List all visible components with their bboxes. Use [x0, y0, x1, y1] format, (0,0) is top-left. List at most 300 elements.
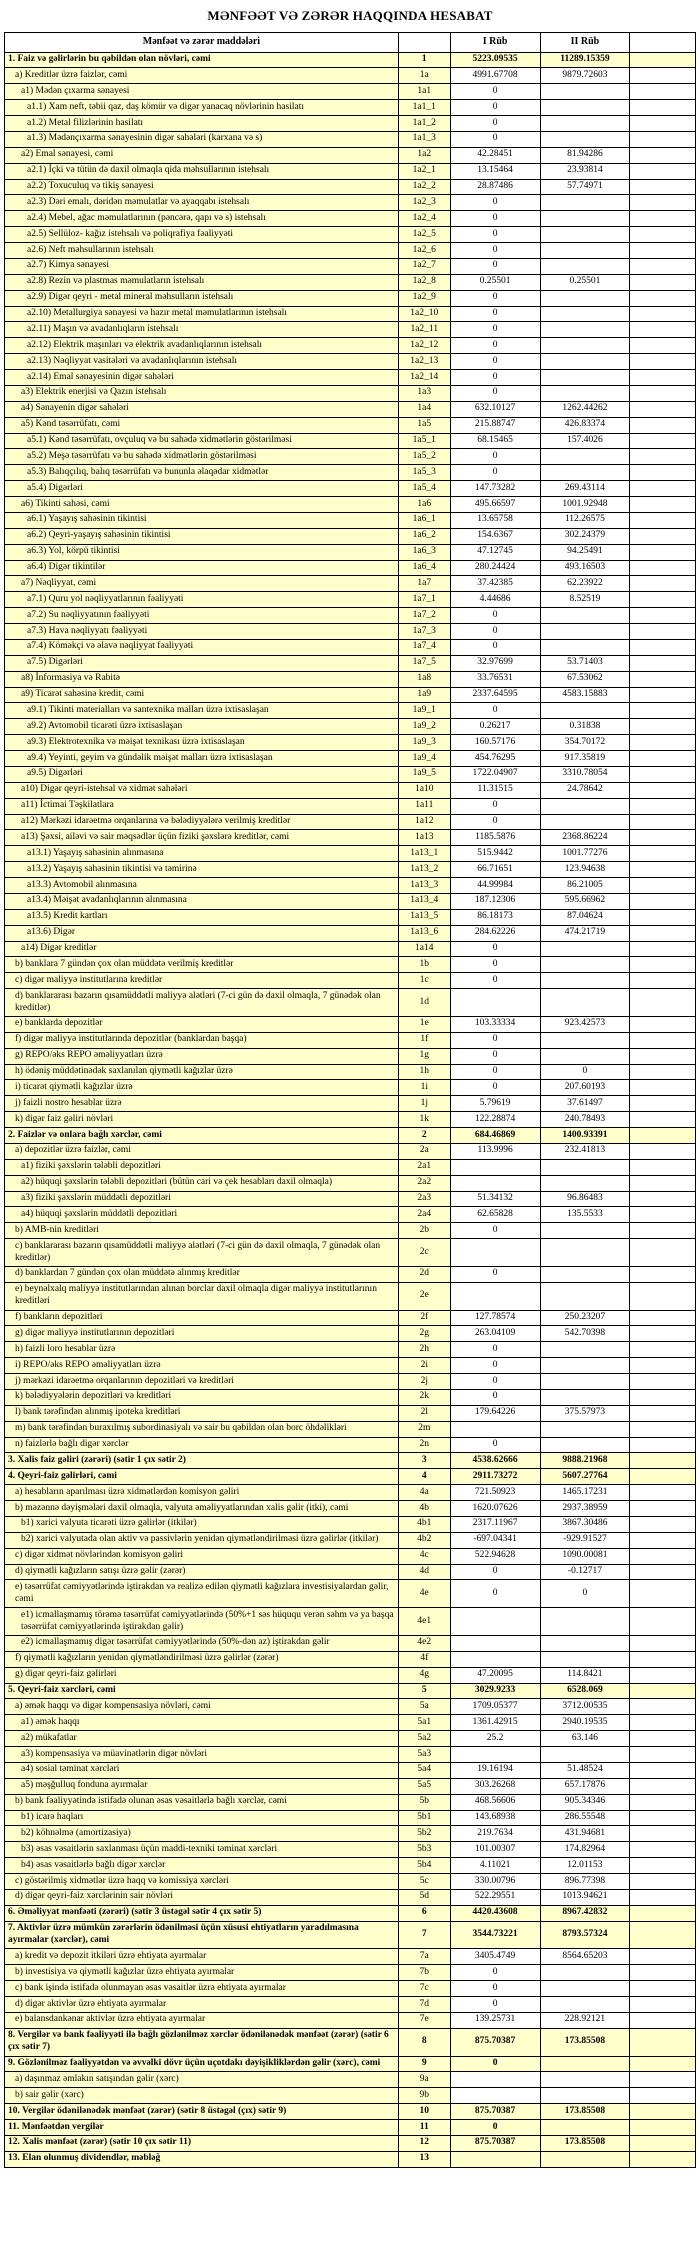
row-q2-value: -929.91527	[540, 1532, 630, 1548]
row-q1-value: 522.94628	[450, 1548, 540, 1564]
row-q1-value: 44.99984	[450, 878, 540, 894]
row-q2-value	[540, 243, 630, 259]
row-code: 8	[398, 2028, 450, 2056]
row-q2-value	[540, 1997, 630, 2013]
table-row	[5, 735, 696, 751]
row-q2-value: 542.70398	[540, 1326, 630, 1342]
row-q2-value: 269.43114	[540, 481, 630, 497]
row-spacer-cell	[630, 338, 696, 354]
row-label: a13.6) Digər	[5, 925, 399, 941]
row-label: d) banklardan 7 gündən çox olan müddətə alınmış kreditlər	[5, 1266, 399, 1282]
row-q1-value: 454.76295	[450, 751, 540, 767]
row-spacer-cell	[630, 1282, 696, 1310]
row-q1-value: 0	[450, 465, 540, 481]
row-q2-value: 917.35819	[540, 751, 630, 767]
row-spacer-cell	[630, 131, 696, 147]
table-row	[5, 1747, 696, 1763]
row-spacer-cell	[630, 449, 696, 465]
row-label: a6.2) Qeyri-yaşayış sahəsinin tikintisi	[5, 528, 399, 544]
row-label: a2.5) Sellüloz- kağız istehsalı və poliqrafiya fəaliyyəti	[5, 227, 399, 243]
table-row	[5, 274, 696, 290]
row-code: 2h	[398, 1342, 450, 1358]
row-q2-value: 11289.15359	[540, 52, 630, 68]
row-spacer-cell	[630, 560, 696, 576]
row-label: a) daşınmaz əmlakın satışından gəlir (xərc)	[5, 2072, 399, 2088]
row-label: a13.1) Yaşayış sahəsinin alınmasına	[5, 846, 399, 862]
row-label: k) digər faiz gəliri növləri	[5, 1112, 399, 1128]
row-code: 1a6_4	[398, 560, 450, 576]
row-q1-value: 62.65828	[450, 1207, 540, 1223]
row-q1-value: 68.15465	[450, 433, 540, 449]
table-row	[5, 179, 696, 195]
row-label: a10) Digər qeyri-istehsal və xidmət sahələri	[5, 782, 399, 798]
table-row	[5, 528, 696, 544]
row-label: c) digər xidmət növlərindən komisyon gəliri	[5, 1548, 399, 1564]
row-code: 7	[398, 1921, 450, 1949]
row-spacer-cell	[630, 941, 696, 957]
row-code: 1a13_4	[398, 893, 450, 909]
row-spacer-cell	[630, 2120, 696, 2136]
row-q2-value	[540, 306, 630, 322]
row-q1-value: 1709.05377	[450, 1699, 540, 1715]
row-label: g) digər maliyyə institutlarının depozitləri	[5, 1326, 399, 1342]
row-code: 1a9_3	[398, 735, 450, 751]
row-q1-value: -697.04341	[450, 1532, 540, 1548]
row-spacer-cell	[630, 1501, 696, 1517]
row-spacer-cell	[630, 1128, 696, 1144]
table-row	[5, 2028, 696, 2056]
row-label: a2.14) Emal sənayesinin digər sahələri	[5, 370, 399, 386]
table-row	[5, 354, 696, 370]
table-row	[5, 163, 696, 179]
row-q1-value: 875.70387	[450, 2135, 540, 2151]
table-row	[5, 370, 696, 386]
row-spacer-cell	[630, 2028, 696, 2056]
row-q2-value: 2368.86224	[540, 830, 630, 846]
row-spacer-cell	[630, 52, 696, 68]
row-code: 9b	[398, 2088, 450, 2104]
row-label: l) bank tərəfindən alınmış ipoteka kreditləri	[5, 1405, 399, 1421]
row-label: c) göstərilmiş xidmətlər üzrə haqq və komissiya xərcləri	[5, 1874, 399, 1890]
row-code: 7e	[398, 2012, 450, 2028]
row-spacer-cell	[630, 227, 696, 243]
table-row	[5, 703, 696, 719]
row-code: 1a2_13	[398, 354, 450, 370]
row-code: 1a7_5	[398, 655, 450, 671]
table-row	[5, 1096, 696, 1112]
column-header-spacer	[630, 33, 696, 53]
row-code: 1a6_2	[398, 528, 450, 544]
row-q2-value	[540, 973, 630, 989]
row-label: g) digər qeyri-faiz gəlirləri	[5, 1667, 399, 1683]
row-q1-value	[450, 1239, 540, 1267]
row-q1-value: 0	[450, 1374, 540, 1390]
row-code: 4d	[398, 1564, 450, 1580]
row-q2-value: 2940.19535	[540, 1715, 630, 1731]
row-label: 8. Vergilər və bank fəaliyyəti ilə bağlı gözlənilməz xərclər ödənilənədək mənfəət (zərər) (sətir 6 çıx sətir 7)	[5, 2028, 399, 2056]
row-label: a3) Elektrik enerjisi və Qazın istehsalı	[5, 385, 399, 401]
row-q2-value	[540, 2120, 630, 2136]
row-q1-value: 1361.42915	[450, 1715, 540, 1731]
row-q2-value: 173.85508	[540, 2135, 630, 2151]
row-label: a13.5) Kredit kartları	[5, 909, 399, 925]
row-spacer-cell	[630, 497, 696, 513]
row-spacer-cell	[630, 1858, 696, 1874]
row-q1-value: 0	[450, 624, 540, 640]
table-row	[5, 512, 696, 528]
table-row	[5, 2088, 696, 2104]
row-code: 1h	[398, 1064, 450, 1080]
row-q1-value: 0	[450, 1358, 540, 1374]
table-row	[5, 814, 696, 830]
row-label: 11. Mənfəətdən vergilər	[5, 2120, 399, 2136]
row-q2-value: 426.83374	[540, 417, 630, 433]
row-q2-value	[540, 1048, 630, 1064]
row-spacer-cell	[630, 1949, 696, 1965]
row-label: a9.5) Digərləri	[5, 766, 399, 782]
row-spacer-cell	[630, 2104, 696, 2120]
row-spacer-cell	[630, 909, 696, 925]
table-row	[5, 1191, 696, 1207]
row-q2-value: 12.01153	[540, 1858, 630, 1874]
row-q1-value: 4991.67708	[450, 68, 540, 84]
row-spacer-cell	[630, 1516, 696, 1532]
row-q2-value: 474.21719	[540, 925, 630, 941]
row-q2-value: 9888.21968	[540, 1453, 630, 1469]
row-spacer-cell	[630, 893, 696, 909]
row-spacer-cell	[630, 2088, 696, 2104]
row-spacer-cell	[630, 1842, 696, 1858]
table-row	[5, 671, 696, 687]
row-code: 1a14	[398, 941, 450, 957]
row-q2-value	[540, 385, 630, 401]
row-q2-value	[540, 1421, 630, 1437]
row-code: 5a4	[398, 1762, 450, 1778]
row-q2-value: 87.04624	[540, 909, 630, 925]
row-label: a2) mükafatlar	[5, 1731, 399, 1747]
row-q1-value: 0	[450, 639, 540, 655]
row-spacer-cell	[630, 116, 696, 132]
row-q1-value: 160.57176	[450, 735, 540, 751]
row-q2-value	[540, 2072, 630, 2088]
row-label: d) qiymətli kağızların satışı üzrə gəlir (zərər)	[5, 1564, 399, 1580]
row-spacer-cell	[630, 544, 696, 560]
table-row	[5, 1437, 696, 1453]
row-spacer-cell	[630, 1608, 696, 1636]
row-spacer-cell	[630, 1096, 696, 1112]
row-q1-value: 122.28874	[450, 1112, 540, 1128]
row-q2-value	[540, 1342, 630, 1358]
row-q1-value: 0	[450, 211, 540, 227]
row-spacer-cell	[630, 1437, 696, 1453]
row-q1-value: 28.87486	[450, 179, 540, 195]
row-q1-value	[450, 1747, 540, 1763]
row-q1-value	[450, 2072, 540, 2088]
row-q2-value: 0.31838	[540, 719, 630, 735]
row-code: 1a8	[398, 671, 450, 687]
row-label: 10. Vergilər ödənilənədək mənfəət (zərər) (sətir 8 üstəgəl (çıx) sətir 9)	[5, 2104, 399, 2120]
row-spacer-cell	[630, 719, 696, 735]
table-row	[5, 1921, 696, 1949]
row-label: a2.4) Mebel, ağac məmulatlarının (pəncərə, qapı və s) istehsalı	[5, 211, 399, 227]
row-q1-value: 4420.43608	[450, 1905, 540, 1921]
table-row	[5, 258, 696, 274]
row-code: 1a2_9	[398, 290, 450, 306]
row-spacer-cell	[630, 1421, 696, 1437]
row-code: 5	[398, 1683, 450, 1699]
row-code: 2a3	[398, 1191, 450, 1207]
table-row	[5, 687, 696, 703]
row-code: 1g	[398, 1048, 450, 1064]
row-label: a5) məşğulluq fonduna ayırmalar	[5, 1778, 399, 1794]
table-row	[5, 131, 696, 147]
row-label: a13.4) Məişət avadanlıqlarının alınmasına	[5, 893, 399, 909]
row-q1-value: 66.71651	[450, 862, 540, 878]
row-label: b4) əsas vəsaitlərlə bağlı digər xərclər	[5, 1858, 399, 1874]
table-row	[5, 1143, 696, 1159]
row-q2-value: 62.23922	[540, 576, 630, 592]
table-row	[5, 1532, 696, 1548]
table-row	[5, 306, 696, 322]
row-q1-value: 0	[450, 338, 540, 354]
table-row	[5, 2072, 696, 2088]
row-q1-value: 0	[450, 1266, 540, 1282]
row-q1-value	[450, 1421, 540, 1437]
row-spacer-cell	[630, 481, 696, 497]
row-spacer-cell	[630, 1342, 696, 1358]
row-q1-value: 215.88747	[450, 417, 540, 433]
row-spacer-cell	[630, 243, 696, 259]
table-row	[5, 941, 696, 957]
table-row	[5, 1223, 696, 1239]
row-code: 2m	[398, 1421, 450, 1437]
table-row	[5, 465, 696, 481]
row-code: 1f	[398, 1032, 450, 1048]
table-row	[5, 655, 696, 671]
row-code: 1a5_2	[398, 449, 450, 465]
row-code: 1a2_12	[398, 338, 450, 354]
row-q2-value: 1001.92948	[540, 497, 630, 513]
row-label: f) qiymətli kağızların yenidən qiymətləndirilməsi üzrə gəlirlər (zərər)	[5, 1651, 399, 1667]
row-label: a9.2) Avtomobil ticarəti üzrə ixtisaslaşan	[5, 719, 399, 735]
row-spacer-cell	[630, 846, 696, 862]
row-q2-value	[540, 2151, 630, 2167]
row-code: 1e	[398, 1016, 450, 1032]
row-spacer-cell	[630, 1048, 696, 1064]
table-row	[5, 1207, 696, 1223]
row-q2-value	[540, 1239, 630, 1267]
row-q1-value: 0	[450, 1048, 540, 1064]
row-q2-value: 286.55548	[540, 1810, 630, 1826]
row-q1-value: 47.20095	[450, 1667, 540, 1683]
row-q2-value: 24.78642	[540, 782, 630, 798]
row-q1-value	[450, 2088, 540, 2104]
row-spacer-cell	[630, 1635, 696, 1651]
row-label: f) digər maliyyə institutlarında depozitlər (banklardan başqa)	[5, 1032, 399, 1048]
row-q1-value: 2317.11967	[450, 1516, 540, 1532]
row-code: 1a2_3	[398, 195, 450, 211]
row-label: g) REPO/əks REPO əməliyyatları üzrə	[5, 1048, 399, 1064]
row-label: n) faizlərlə bağlı digər xərclər	[5, 1437, 399, 1453]
row-label: d) digər aktivlər üzrə ehtiyata ayırmalar	[5, 1997, 399, 2013]
table-row	[5, 766, 696, 782]
row-label: h) faizli loro hesablar üzrə	[5, 1342, 399, 1358]
row-spacer-cell	[630, 1532, 696, 1548]
row-spacer-cell	[630, 1405, 696, 1421]
row-code: 1a12	[398, 814, 450, 830]
table-row	[5, 1389, 696, 1405]
row-spacer-cell	[630, 465, 696, 481]
row-label: b) investisiya və qiymətli kağızlar üzrə ehtiyata ayırmalar	[5, 1965, 399, 1981]
table-row	[5, 2135, 696, 2151]
row-q2-value: 232.41813	[540, 1143, 630, 1159]
row-q1-value	[450, 1175, 540, 1191]
row-q2-value: 923.42573	[540, 1016, 630, 1032]
table-row	[5, 1874, 696, 1890]
row-label: a7.4) Köməkçi və əlavə nəqliyyat fəaliyyəti	[5, 639, 399, 655]
row-spacer-cell	[630, 735, 696, 751]
row-label: a11) İctimai Təşkilatlara	[5, 798, 399, 814]
row-q2-value	[540, 322, 630, 338]
row-spacer-cell	[630, 2151, 696, 2167]
table-row	[5, 1469, 696, 1485]
row-q2-value	[540, 465, 630, 481]
table-row	[5, 1794, 696, 1810]
row-code: 5a3	[398, 1747, 450, 1763]
table-row	[5, 2120, 696, 2136]
row-code: 2a	[398, 1143, 450, 1159]
row-spacer-cell	[630, 100, 696, 116]
row-label: a3) kompensasiya və müavinətlərin digər növləri	[5, 1747, 399, 1763]
row-q1-value: 3544.73221	[450, 1921, 540, 1949]
row-q1-value	[450, 1608, 540, 1636]
row-label: a1) fiziki şəxslərin tələbli depozitləri	[5, 1159, 399, 1175]
row-label: a1) əmək haqqı	[5, 1715, 399, 1731]
row-q2-value	[540, 2056, 630, 2072]
row-label: e) təsərrüfat cəmiyyətlərində iştirakdan və realizə edilən qiymətli kağızlara investisiyalardan gəlir, cəmi	[5, 1580, 399, 1608]
table-row	[5, 1981, 696, 1997]
row-spacer-cell	[630, 1310, 696, 1326]
row-spacer-cell	[630, 147, 696, 163]
row-label: a) əmək haqqı və digər kompensasiya növləri, cəmi	[5, 1699, 399, 1715]
row-q1-value: 0	[450, 306, 540, 322]
table-row	[5, 1889, 696, 1905]
table-row	[5, 290, 696, 306]
row-label: a9.1) Tikinti materialları və santexnika malları üzrə ixtisaslaşan	[5, 703, 399, 719]
row-label: b2) xarici valyutada olan aktiv və passivlərin yenidən qiymətləndirilməsi üzrə gəlirlər (itkilər)	[5, 1532, 399, 1548]
row-code: 1a13_6	[398, 925, 450, 941]
row-label: a2.3) Dəri emalı, dəridən məmulatlar və ayaqqabı istehsalı	[5, 195, 399, 211]
column-header-q1: I Rüb	[450, 33, 540, 53]
row-code: 5a1	[398, 1715, 450, 1731]
row-spacer-cell	[630, 576, 696, 592]
table-row	[5, 957, 696, 973]
row-code: 1a13_2	[398, 862, 450, 878]
row-code: 1a2_7	[398, 258, 450, 274]
row-q2-value: 123.94638	[540, 862, 630, 878]
row-code: 4b1	[398, 1516, 450, 1532]
row-label: a3) fiziki şəxslərin müddətli depozitləri	[5, 1191, 399, 1207]
row-code: 2n	[398, 1437, 450, 1453]
row-label: a14) Digər kreditlər	[5, 941, 399, 957]
row-code: 4f	[398, 1651, 450, 1667]
row-label: a) hesabların aparılması üzrə xidmətlərdən komisyon gəliri	[5, 1485, 399, 1501]
row-q2-value: 1090.00081	[540, 1548, 630, 1564]
row-q1-value: 0	[450, 1389, 540, 1405]
row-spacer-cell	[630, 1143, 696, 1159]
row-code: 1a1	[398, 84, 450, 100]
row-code: 1a11	[398, 798, 450, 814]
row-spacer-cell	[630, 766, 696, 782]
row-q2-value: 431.94681	[540, 1826, 630, 1842]
row-q2-value: 57.74971	[540, 179, 630, 195]
row-spacer-cell	[630, 1580, 696, 1608]
table-row	[5, 100, 696, 116]
row-code: 1a2_4	[398, 211, 450, 227]
row-q2-value	[540, 703, 630, 719]
row-spacer-cell	[630, 290, 696, 306]
page-title: MƏNFƏƏT VƏ ZƏRƏR HAQQINDA HESABAT	[207, 8, 493, 23]
row-q1-value: 187.12306	[450, 893, 540, 909]
row-q1-value: 0.26217	[450, 719, 540, 735]
row-q2-value: 1001.77276	[540, 846, 630, 862]
row-label: d) banklararası bazarın qısamüddətli maliyyə alətləri (7-ci gün də daxil olmaqla, 7 günədək olan kreditlər)	[5, 989, 399, 1017]
row-q1-value: 0	[450, 322, 540, 338]
row-label: a9.4) Yeyinti, geyim və gündəlik məişət malları üzrə ixtisaslaşan	[5, 751, 399, 767]
table-row	[5, 560, 696, 576]
row-q1-value: 139.25731	[450, 2012, 540, 2028]
row-code: 1a2_6	[398, 243, 450, 259]
row-code: 5b2	[398, 1826, 450, 1842]
row-spacer-cell	[630, 1699, 696, 1715]
row-spacer-cell	[630, 592, 696, 608]
row-spacer-cell	[630, 306, 696, 322]
row-code: 1a2_1	[398, 163, 450, 179]
row-q1-value: 37.42385	[450, 576, 540, 592]
row-q1-value: 1722.04907	[450, 766, 540, 782]
row-q2-value: 1013.94621	[540, 1889, 630, 1905]
table-row	[5, 1842, 696, 1858]
row-q2-value	[540, 1965, 630, 1981]
row-q2-value	[540, 116, 630, 132]
row-label: a13.3) Avtomobil alınmasına	[5, 878, 399, 894]
row-q1-value: 0	[450, 1997, 540, 2013]
row-q2-value	[540, 624, 630, 640]
table-row	[5, 449, 696, 465]
table-row	[5, 925, 696, 941]
row-spacer-cell	[630, 385, 696, 401]
row-code: 1a7_2	[398, 608, 450, 624]
row-q1-value: 4538.62666	[450, 1453, 540, 1469]
row-q1-value: 0	[450, 2120, 540, 2136]
table-row	[5, 1128, 696, 1144]
row-q2-value: 63.146	[540, 1731, 630, 1747]
row-spacer-cell	[630, 68, 696, 84]
row-code: 2j	[398, 1374, 450, 1390]
row-code: 1a5_4	[398, 481, 450, 497]
row-q2-value: 8.52519	[540, 592, 630, 608]
row-label: a6.1) Yaşayış sahəsinin tikintisi	[5, 512, 399, 528]
row-q2-value: 157.4026	[540, 433, 630, 449]
row-q1-value: 5223.09535	[450, 52, 540, 68]
row-spacer-cell	[630, 1778, 696, 1794]
row-label: a9) Ticarət sahəsinə kredit, cəmi	[5, 687, 399, 703]
table-row	[5, 1239, 696, 1267]
row-code: 5a	[398, 1699, 450, 1715]
table-row	[5, 1516, 696, 1532]
row-label: a7.1) Quru yol nəqliyyatlarının fəaliyyəti	[5, 592, 399, 608]
row-q2-value: 240.78493	[540, 1112, 630, 1128]
